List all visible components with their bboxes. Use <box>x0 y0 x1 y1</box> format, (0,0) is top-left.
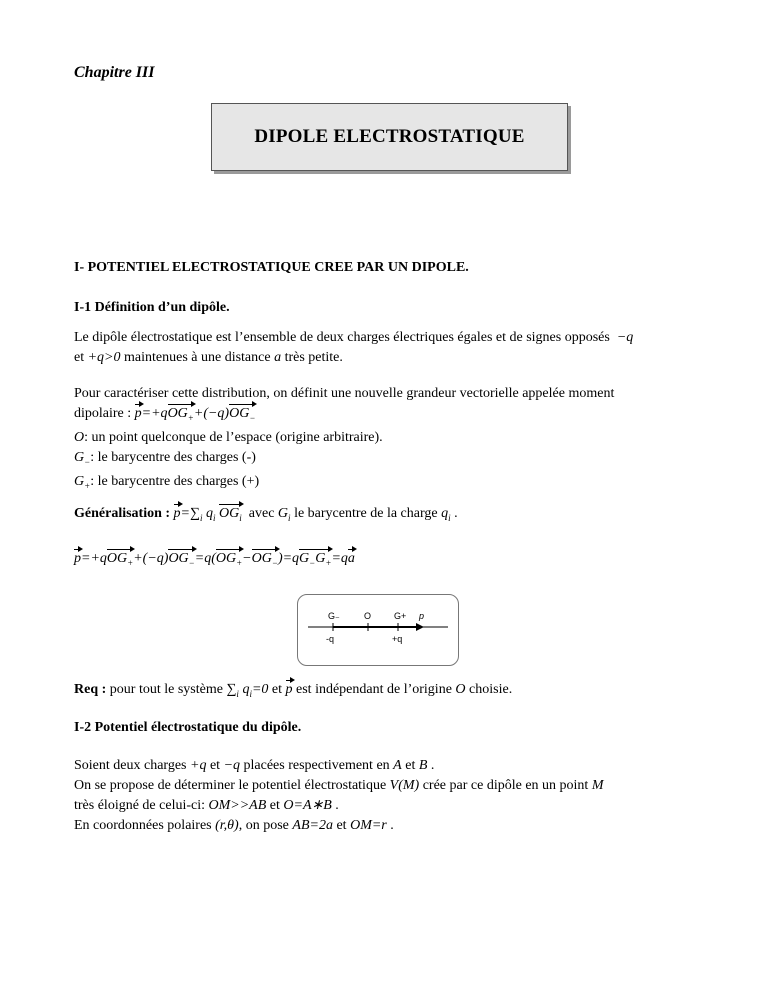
paragraph-moment: Pour caractériser cette distribution, on définit une nouvelle grandeur vectorielle appelée moment dipolaire : $p=+qOG_++(-q)OG_-$ O: un point quelconque de l’espace (origine arbitraire). $G_-$: le barycentre des charges (-) $G_+$: le barycentre des charges (+) <box>74 386 615 491</box>
remark: Req : pour tout le système $\sum_i$ $q_i=0$ et p est indépendant de l’origine O choisie. <box>74 682 513 699</box>
label-g-plus: G+ <box>394 611 407 621</box>
dipole-figure <box>298 595 458 665</box>
label-p: p <box>419 611 425 621</box>
paragraph-definition: Le dipôle électrostatique est l’ensemble de deux charges électriques égales et de signes opposés −q et +q>0 maintenues à une distance a très petite. <box>74 330 634 365</box>
subsection-heading-2: I-2 Potentiel électrostatique du dipôle. <box>74 720 302 735</box>
subsection-heading-1: I-1 Définition d’un dipôle. <box>74 300 230 315</box>
label-o: O <box>364 611 372 621</box>
page-title: DIPOLE ELECTROSTATIQUE <box>254 126 525 147</box>
title-box <box>211 103 568 171</box>
label-g-minus: G₋ <box>328 611 340 621</box>
arrow-head <box>416 623 424 631</box>
section-heading: I- POTENTIEL ELECTROSTATIQUE CREE PAR UN DIPOLE. <box>74 260 469 275</box>
label-q-minus: -q <box>326 634 335 644</box>
dipole-diagram <box>297 594 459 666</box>
label-q-plus: +q <box>392 634 403 644</box>
dipole-equation: $p=+qOG_++(-q)OG_-=q(OG_+-OG_-)=qG_-G_+=qa$ <box>74 549 714 573</box>
paragraph-generalisation: Généralisation : $p=\sum_i$ $q_i$ $OG_i$ avec $G_i$ le barycentre de la charge $q_i$ . <box>74 504 714 528</box>
chapter-label: Chapitre III <box>74 64 155 81</box>
paragraph-potential: Soient deux charges +q et −q placées respectivement en A et B . On se propose de déterminer le potentiel électrostatique V(M) crée par ce dipôle en un point M très éloigné de celui-ci: OM>>AB et O=A∗B . En coordonnées polaires (r,θ), on pose AB=2a et OM=r . <box>74 758 604 833</box>
